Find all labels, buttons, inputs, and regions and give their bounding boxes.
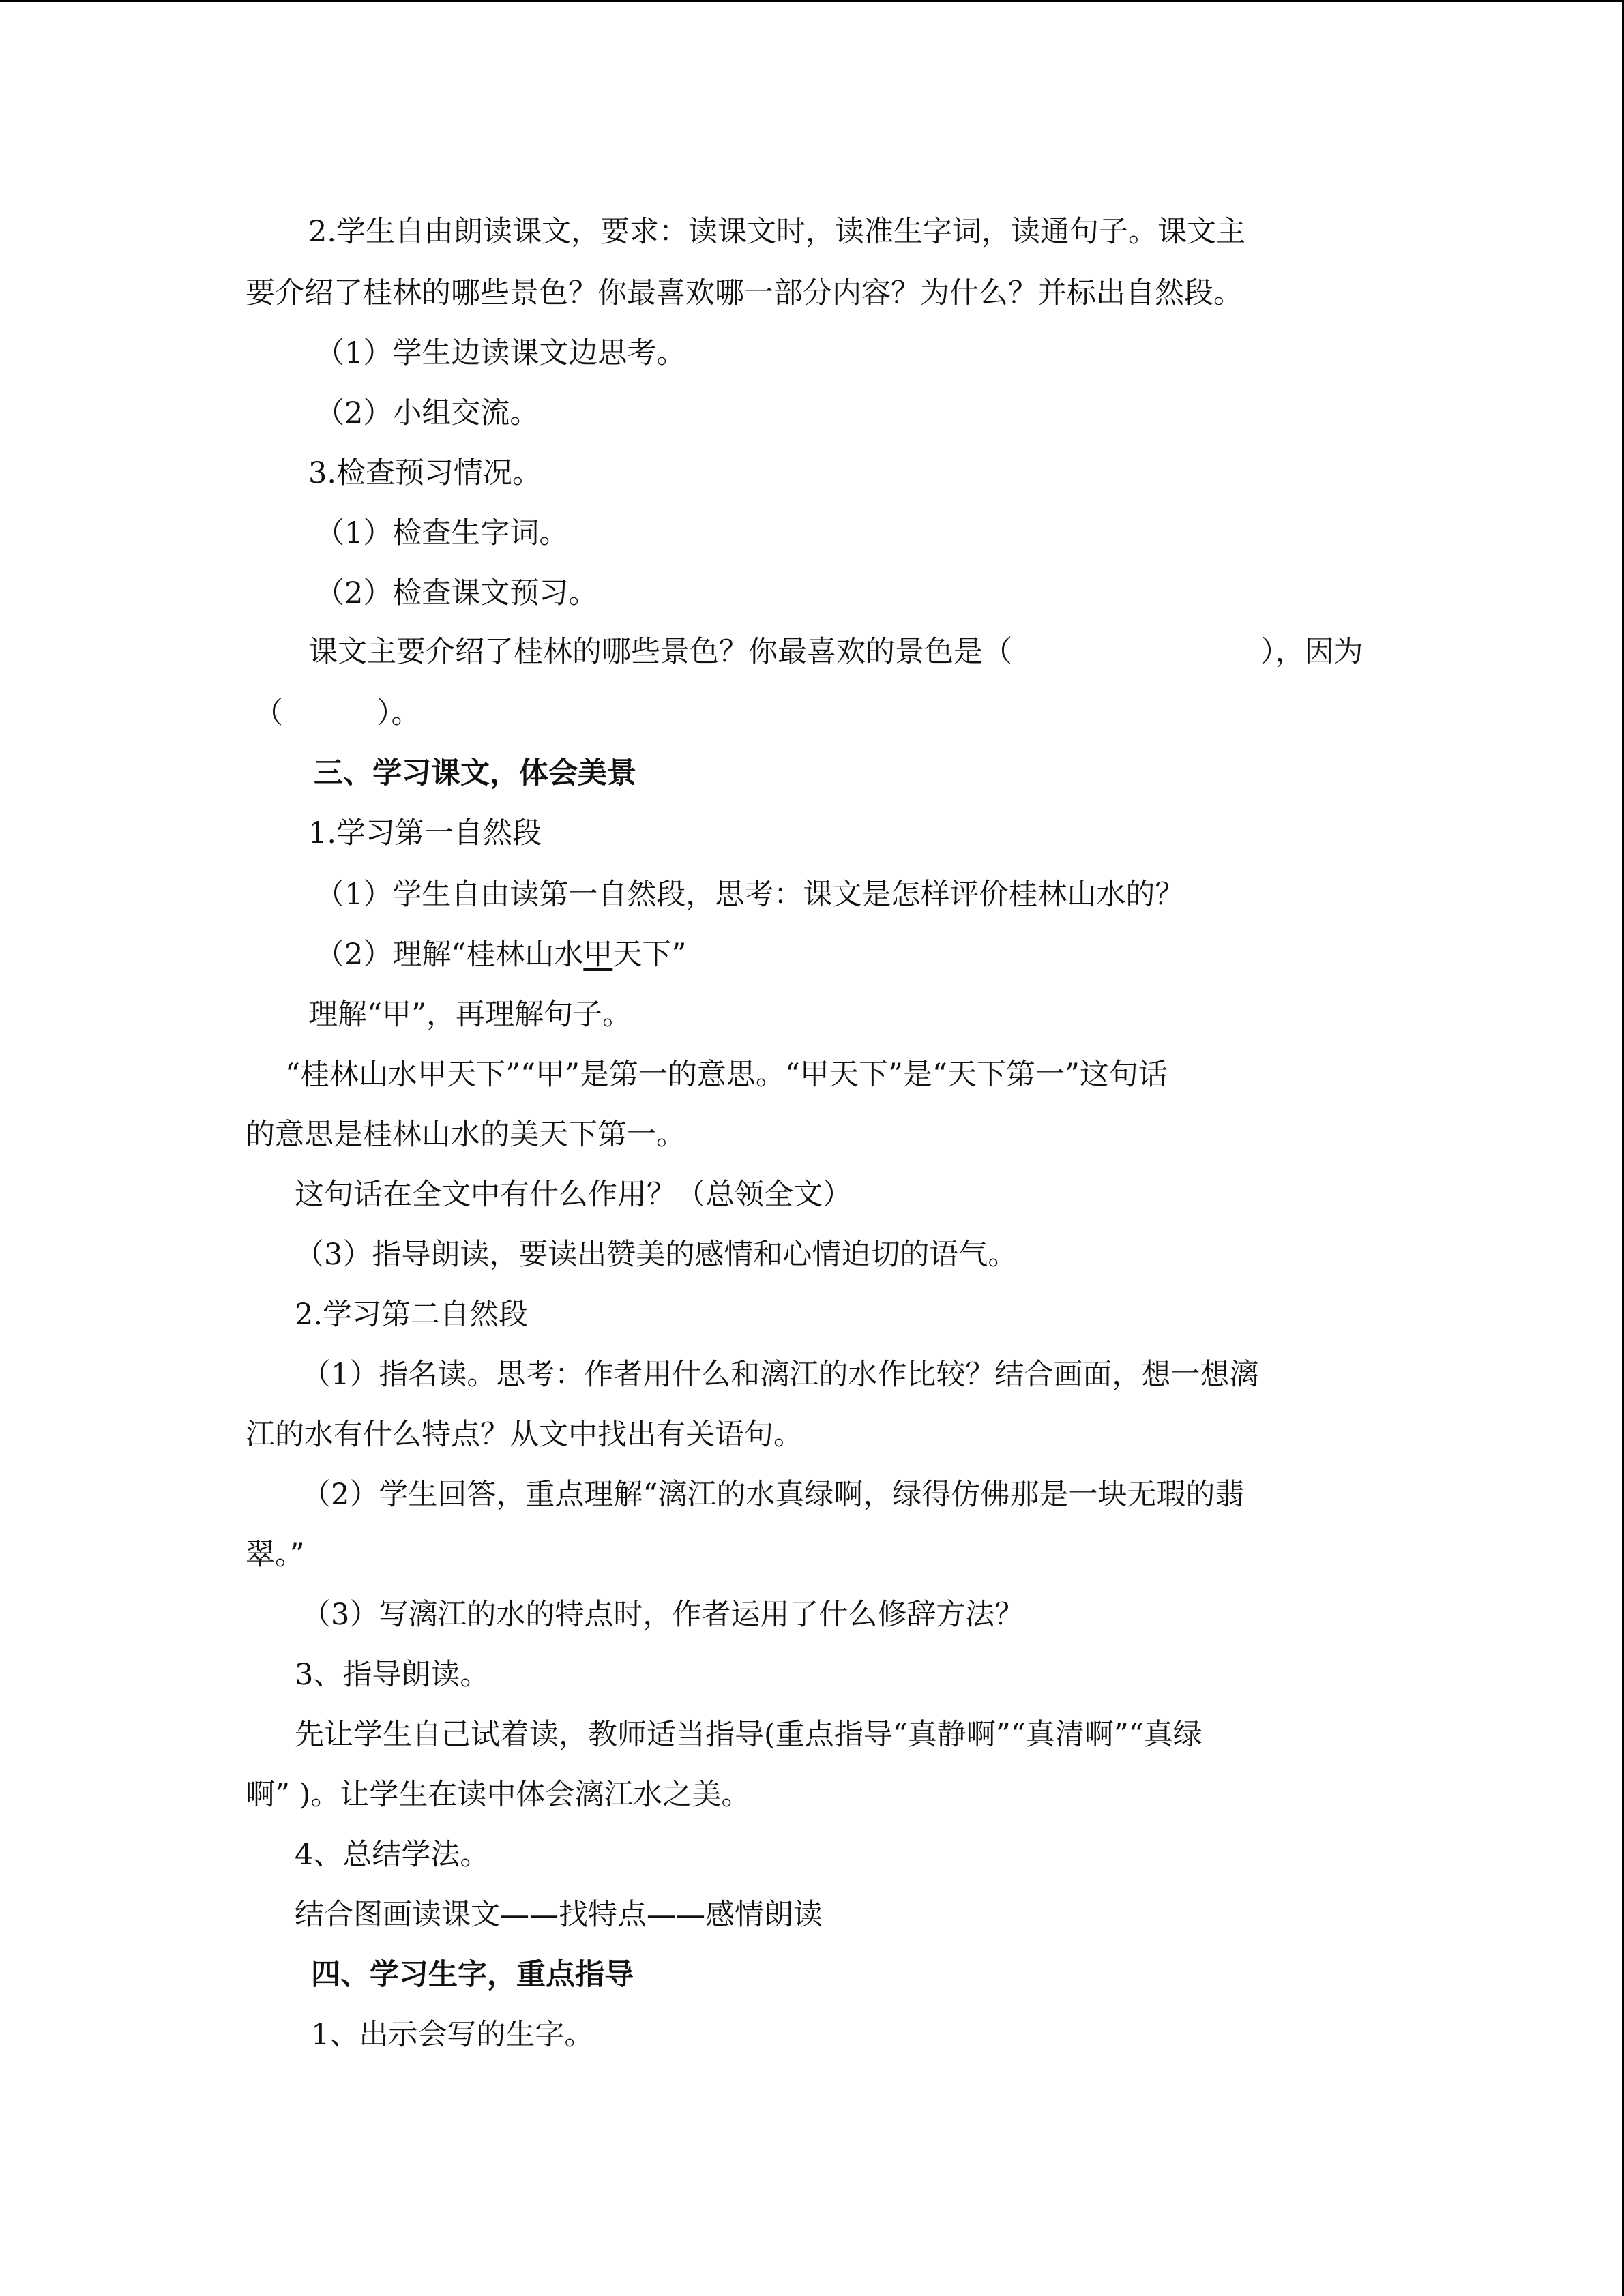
paragraph-line: 1.学习第一自然段 xyxy=(308,816,542,850)
paragraph-line: “桂林山水甲天下”“甲”是第一的意思。“甲天下”是“天下第一”这句话 xyxy=(285,1058,1168,1092)
section-heading: 三、学习课文，体会美景 xyxy=(314,756,636,790)
paragraph-line: 2.学生自由朗读课文，要求：读课文时，读准生字词，读通句子。课文主 xyxy=(308,215,1246,249)
paragraph-line: （3）指导朗读，要读出赞美的感情和心情迫切的语气。 xyxy=(295,1238,1018,1272)
paragraph-line: 翠。” xyxy=(246,1538,305,1572)
paragraph-line: 要介绍了桂林的哪些景色？你最喜欢哪一部分内容？为什么？并标出自然段。 xyxy=(246,276,1243,310)
paragraph-line: 的意思是桂林山水的美天下第一。 xyxy=(246,1118,685,1152)
paragraph-line: 4、总结学法。 xyxy=(295,1838,490,1872)
paragraph-line: 1、出示会写的生字。 xyxy=(311,2018,594,2052)
paragraph-line: 结合图画读课文——找特点——感情朗读 xyxy=(295,1898,823,1932)
paragraph-line: （1）学生边读课文边思考。 xyxy=(315,336,686,370)
paragraph-line: 江的水有什么特点？从文中找出有关语句。 xyxy=(246,1418,803,1452)
paragraph-line: 课文主要介绍了桂林的哪些景色？你最喜欢的景色是（ xyxy=(308,635,1012,669)
paragraph-line: 这句话在全文中有什么作用？（总领全文） xyxy=(295,1178,852,1212)
paragraph-line: （ xyxy=(254,696,283,730)
paragraph-line: 啊” )。让学生在读中体会漓江水之美。 xyxy=(246,1778,751,1812)
paragraph-line: 理解“甲”，再理解句子。 xyxy=(308,998,632,1032)
paragraph-line: 先让学生自己试着读，教师适当指导(重点指导“真静啊”“真清啊”“真绿 xyxy=(295,1718,1202,1752)
section-heading: 四、学习生字，重点指导 xyxy=(311,1958,634,1992)
text-segment: 天下” xyxy=(612,938,687,972)
paragraph-line: （2）学生回答，重点理解“漓江的水真绿啊，绿得仿佛那是一块无瑕的翡 xyxy=(301,1478,1245,1512)
underlined-character: 甲 xyxy=(583,938,613,972)
paragraph-line: ），因为 xyxy=(1260,635,1363,669)
paragraph-line: 3.检查预习情况。 xyxy=(308,456,542,490)
paragraph-line: 2.学习第二自然段 xyxy=(295,1298,529,1332)
paragraph-line: 3、指导朗读。 xyxy=(295,1658,490,1692)
text-segment: （2）理解“桂林山水 xyxy=(315,938,584,972)
paragraph-line: （1）检查生字词。 xyxy=(315,516,569,550)
paragraph-line: （3）写漓江的水的特点时，作者运用了什么修辞方法？ xyxy=(301,1598,1024,1632)
paragraph-line xyxy=(315,934,686,975)
paragraph-line: （2）小组交流。 xyxy=(315,396,540,430)
paragraph-line: （1）学生自由读第一自然段，思考：课文是怎样评价桂林山水的？ xyxy=(315,878,1185,912)
paragraph-line: （1）指名读。思考：作者用什么和漓江的水作比较？结合画面，想一想漓 xyxy=(301,1358,1259,1392)
paragraph-line: ）。 xyxy=(377,696,421,730)
paragraph-line: （2）检查课文预习。 xyxy=(315,576,598,610)
